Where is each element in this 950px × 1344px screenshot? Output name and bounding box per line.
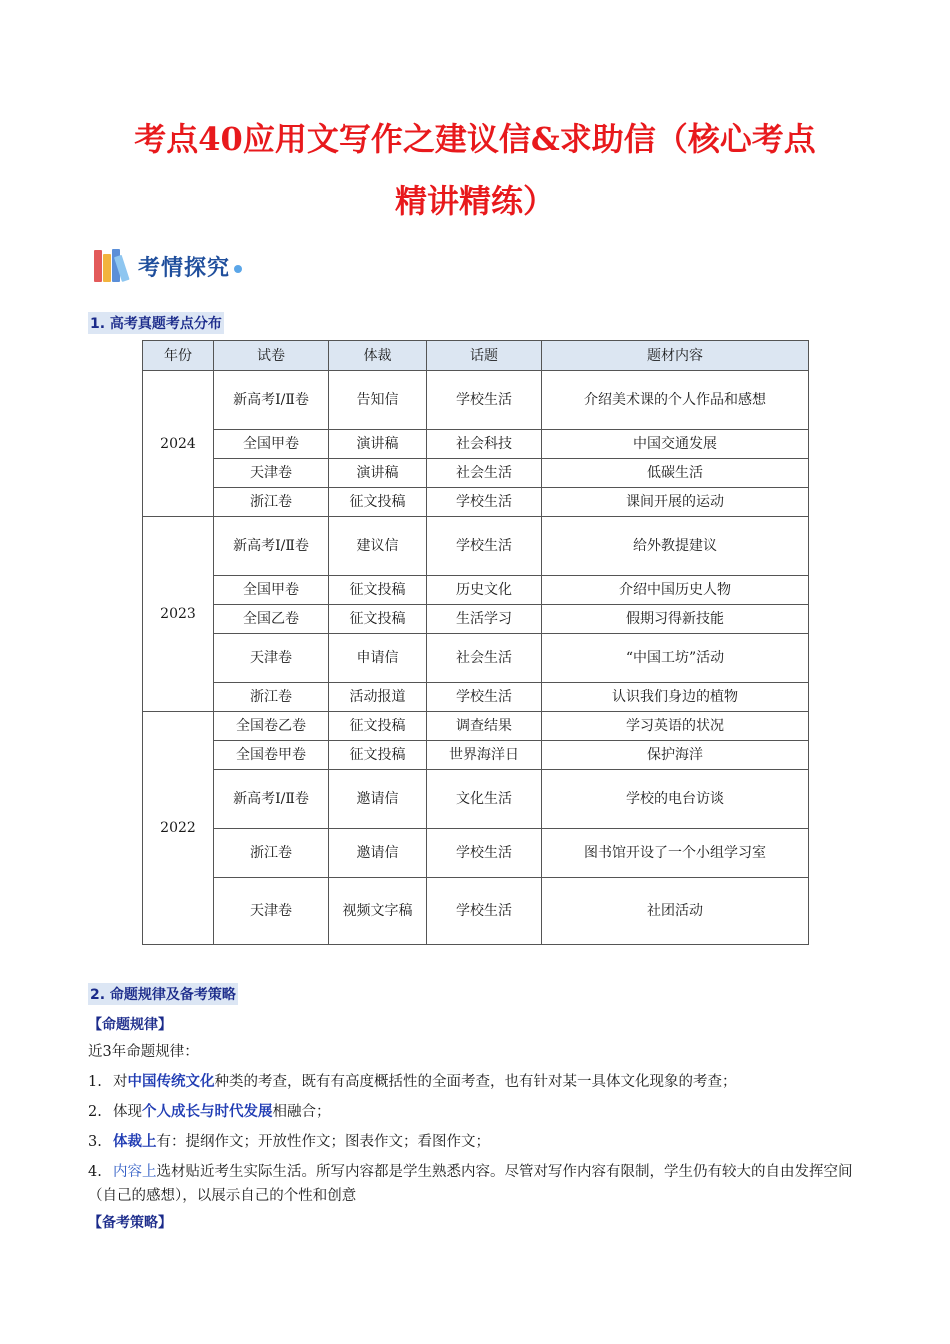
genre-cell: 征文投稿 <box>329 576 427 605</box>
page-title <box>60 108 890 232</box>
table-row <box>143 371 809 430</box>
paper-cell: 天津卷 <box>214 634 329 683</box>
paper-cell: 浙江卷 <box>214 488 329 517</box>
genre-cell: 征文投稿 <box>329 712 427 741</box>
header-paper: 试卷 <box>214 341 329 371</box>
paper-cell: 天津卷 <box>214 459 329 488</box>
topic-cell: 世界海洋日 <box>427 741 542 770</box>
table-row <box>143 741 809 770</box>
table-row <box>143 576 809 605</box>
content-cell: 学习英语的状况 <box>542 712 809 741</box>
paper-cell: 全国甲卷 <box>214 576 329 605</box>
paper-cell: 全国甲卷 <box>214 430 329 459</box>
topic-cell: 学校生活 <box>427 829 542 878</box>
title-line-1: 考点40应用文写作之建议信&求助信（核心考点 <box>134 120 816 158</box>
genre-cell: 建议信 <box>329 517 427 576</box>
topic-cell: 学校生活 <box>427 371 542 430</box>
genre-cell: 征文投稿 <box>329 741 427 770</box>
paper-cell: 全国卷甲卷 <box>214 741 329 770</box>
paper-cell: 浙江卷 <box>214 683 329 712</box>
strategy-label: 【备考策略】 <box>88 1215 172 1231</box>
genre-cell: 告知信 <box>329 371 427 430</box>
table-row <box>143 605 809 634</box>
section-2-heading: 2. 命题规律及备考策略 <box>88 983 238 1005</box>
header-content: 题材内容 <box>542 341 809 371</box>
topic-cell: 历史文化 <box>427 576 542 605</box>
table-row <box>143 770 809 829</box>
paper-cell: 新高考Ⅰ/Ⅱ卷 <box>214 517 329 576</box>
highlight-text: 体裁上 <box>113 1134 157 1150</box>
paper-cell: 全国乙卷 <box>214 605 329 634</box>
table-row <box>143 488 809 517</box>
content-cell: 介绍中国历史人物 <box>542 576 809 605</box>
content-cell: 中国交通发展 <box>542 430 809 459</box>
rules-label: 【命题规律】 <box>88 1017 172 1033</box>
list-item: 2. 体现个人成长与时代发展相融合； <box>88 1104 331 1120</box>
topic-cell: 学校生活 <box>427 878 542 945</box>
topic-cell: 文化生活 <box>427 770 542 829</box>
topic-cell: 调查结果 <box>427 712 542 741</box>
content-cell: 假期习得新技能 <box>542 605 809 634</box>
rules-intro: 近3年命题规律： <box>88 1044 199 1060</box>
topic-cell: 学校生活 <box>427 488 542 517</box>
list-item: 3. 体裁上有：提纲作文；开放性作文；图表作文；看图作文； <box>88 1134 490 1150</box>
content-cell: 认识我们身边的植物 <box>542 683 809 712</box>
content-cell: 低碳生活 <box>542 459 809 488</box>
content-cell: 图书馆开设了一个小组学习室 <box>542 829 809 878</box>
table-header-row <box>143 341 809 371</box>
exam-table <box>142 340 809 945</box>
table-row <box>143 430 809 459</box>
year-cell: 2024 <box>143 371 214 517</box>
highlight-text: 内容上 <box>113 1164 157 1180</box>
topic-cell: 社会生活 <box>427 634 542 683</box>
banner-title: 考情探究 <box>138 255 231 281</box>
paper-cell: 天津卷 <box>214 878 329 945</box>
genre-cell: 演讲稿 <box>329 459 427 488</box>
section-1-heading: 1. 高考真题考点分布 <box>88 312 224 334</box>
table-row <box>143 634 809 683</box>
list-item: 1. 对中国传统文化种类的考查，既有有高度概括性的全面考查，也有针对某一具体文化现象的考查； <box>88 1074 737 1090</box>
content-cell: 学校的电台访谈 <box>542 770 809 829</box>
highlight-text: 个人成长与时代发展 <box>142 1104 273 1120</box>
content-cell: “中国工坊”活动 <box>542 634 809 683</box>
section-banner <box>92 246 242 286</box>
year-cell: 2023 <box>143 517 214 712</box>
topic-cell: 生活学习 <box>427 605 542 634</box>
content-cell: 介绍美术课的个人作品和感想 <box>542 371 809 430</box>
paper-cell: 新高考Ⅰ/Ⅱ卷 <box>214 371 329 430</box>
genre-cell: 申请信 <box>329 634 427 683</box>
genre-cell: 演讲稿 <box>329 430 427 459</box>
table-row <box>143 712 809 741</box>
genre-cell: 视频文字稿 <box>329 878 427 945</box>
header-year: 年份 <box>143 341 214 371</box>
genre-cell: 征文投稿 <box>329 605 427 634</box>
highlight-text: 中国传统文化 <box>127 1074 215 1090</box>
paper-cell: 全国卷乙卷 <box>214 712 329 741</box>
content-cell: 社团活动 <box>542 878 809 945</box>
table-row <box>143 829 809 878</box>
topic-cell: 社会生活 <box>427 459 542 488</box>
paper-cell: 新高考Ⅰ/Ⅱ卷 <box>214 770 329 829</box>
topic-cell: 社会科技 <box>427 430 542 459</box>
genre-cell: 邀请信 <box>329 770 427 829</box>
books-icon <box>92 248 136 284</box>
genre-cell: 活动报道 <box>329 683 427 712</box>
header-genre: 体裁 <box>329 341 427 371</box>
content-cell: 保护海洋 <box>542 741 809 770</box>
list-item: 4. 内容上选材贴近考生实际生活。所写内容都是学生熟悉内容。尽管对写作内容有限制，学生仍有较大的自由发挥空间（自己的感想），以展示自己的个性和创意 <box>88 1164 853 1204</box>
table-row <box>143 683 809 712</box>
topic-cell: 学校生活 <box>427 517 542 576</box>
year-cell: 2022 <box>143 712 214 945</box>
content-cell: 给外教提建议 <box>542 517 809 576</box>
bullet-dot-icon <box>234 265 242 273</box>
title-line-2: 精讲精练） <box>394 182 555 220</box>
paper-cell: 浙江卷 <box>214 829 329 878</box>
content-cell: 课间开展的运动 <box>542 488 809 517</box>
genre-cell: 邀请信 <box>329 829 427 878</box>
table-row <box>143 878 809 945</box>
header-topic: 话题 <box>427 341 542 371</box>
genre-cell: 征文投稿 <box>329 488 427 517</box>
table-row <box>143 459 809 488</box>
topic-cell: 学校生活 <box>427 683 542 712</box>
table-row <box>143 517 809 576</box>
